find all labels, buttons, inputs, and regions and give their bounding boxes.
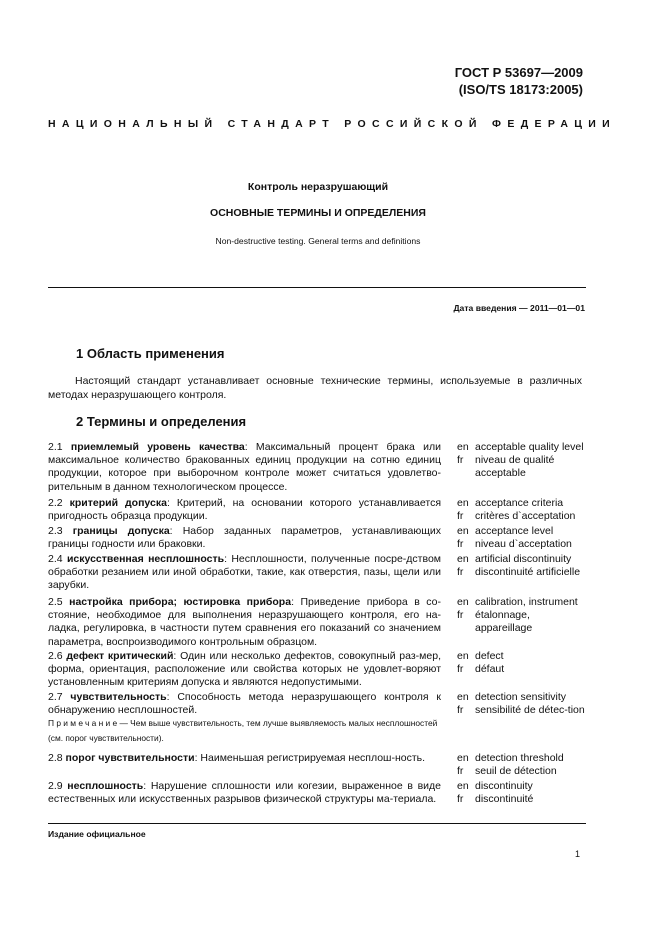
document-title-english: Non-destructive testing. General terms and definitions <box>215 236 421 246</box>
document-title: ОСНОВНЫЕ ТЕРМИНЫ И ОПРЕДЕЛЕНИЯ <box>210 207 426 219</box>
translation-block: en detection threshold fr seuil de détection <box>457 752 587 778</box>
french-equivalent: seuil de détection <box>475 765 557 778</box>
standard-number: ГОСТ Р 53697—2009 <box>454 65 583 80</box>
note <box>48 716 441 746</box>
translation-block: en discontinuity fr discontinuité <box>457 780 587 806</box>
french-equivalent: niveau d`acceptation <box>475 538 572 551</box>
section-1-text: Настоящий стандарт устанавливает основные технические термины, используемые в различных методах неразрушающего контроля. <box>48 375 582 401</box>
title-divider <box>48 287 586 288</box>
french-equivalent: défaut <box>475 663 505 676</box>
translation-block: en artificial discontinuity fr discontinuité artificielle <box>457 553 587 579</box>
french-equivalent: étalonnage, appareillage <box>475 609 533 635</box>
english-equivalent: detection sensitivity <box>475 691 567 703</box>
term-entry: 2.2 критерий допуска: Критерий, на основании которого устанавливается пригодность образца продукции. <box>48 497 442 523</box>
term-name: критерий допуска <box>69 497 167 509</box>
term-entry: 2.5 настройка прибора; юстировка прибора: Приведение прибора в со-стояние, необходимое для выполнения неразрушающего контроля, его на-ладка, регулировка, в частности путем сравнения его показаний со значением параметра, воспроизводимого контрольным образцом. <box>48 596 441 648</box>
term-name: чувствительность <box>70 691 167 703</box>
english-equivalent: acceptable quality level <box>475 441 584 453</box>
translation-block: en acceptance criteria fr critères d`acceptation <box>457 497 587 523</box>
national-standard-banner: НАЦИОНАЛЬНЫЙ СТАНДАРТ РОССИЙСКОЙ ФЕДЕРАЦИИ <box>48 118 617 130</box>
translation-block: en calibration, instrument fr étalonnage, appareillage <box>457 596 587 636</box>
section-1-heading: 1 Область применения <box>76 346 225 361</box>
term-entry: 2.9 несплошность: Нарушение сплошности или когезии, выраженное в виде естественных или искусственных разрывов физической структуры ма-териала. <box>48 780 442 806</box>
english-equivalent: acceptance level <box>475 525 554 537</box>
term-entry: 2.7 чувствительность: Способность метода неразрушающего контроля к обнаружению несплошностей. <box>48 691 441 717</box>
term-entry: 2.8 порог чувствительности: Наименьшая регистрируемая несплош-ность. <box>48 752 426 764</box>
note-text: — Чем выше чувствительность, тем лучше выявляемость малых несплошностей (см. порог чувствительности). <box>48 718 438 743</box>
introduction-date: Дата введения — 2011—01—01 <box>453 303 585 313</box>
french-equivalent: discontinuité artificielle <box>475 566 581 579</box>
standard-designation <box>455 64 583 98</box>
english-equivalent: defect <box>475 650 504 662</box>
translation-block: en acceptable quality level fr niveau de qualité acceptable <box>457 441 587 481</box>
translation-block: en acceptance level fr niveau d`acceptation <box>457 525 587 551</box>
term-entry: 2.1 приемлемый уровень качества: Максимальный процент брака или максимальное количество бракованных единиц продукции на сотню единиц продукции, которое при выборочном контроле может считаться удовлетво-рительным в данном технологическом процессе. <box>48 441 442 493</box>
iso-reference: (ISO/TS 18173:2005) <box>458 82 583 97</box>
term-name: границы допуска <box>72 525 170 537</box>
term-entry: 2.3 границы допуска: Набор заданных параметров, устанавливающих границы годности или браковки. <box>48 525 441 551</box>
term-name: приемлемый уровень качества <box>70 441 245 453</box>
term-name: настройка прибора; юстировка прибора <box>69 596 292 608</box>
english-equivalent: detection threshold <box>475 752 564 764</box>
term-name: искусственная несплошность <box>66 553 225 565</box>
french-equivalent: niveau de qualité acceptable <box>475 454 555 480</box>
translation-block: en detection sensitivity fr sensibilité de détec-tion <box>457 691 587 717</box>
english-equivalent: artificial discontinuity <box>475 553 572 565</box>
french-equivalent: sensibilité de détec-tion <box>475 704 585 717</box>
document-subtitle: Контроль неразрушающий <box>247 181 389 193</box>
english-equivalent: acceptance criteria <box>475 497 564 509</box>
french-equivalent: discontinuité <box>475 793 534 806</box>
official-edition-label: Издание официальное <box>48 829 146 839</box>
term-entry: 2.4 искусственная несплошность: Несплошности, полученные посре-дством обработки резанием или иной обработки, такие, как отверстия, пазы, щели или зарубки. <box>48 553 442 592</box>
section-2-heading: 2 Термины и определения <box>76 414 247 429</box>
note-label: Примечание <box>48 718 120 728</box>
english-equivalent: discontinuity <box>475 780 533 792</box>
french-equivalent: critères d`acceptation <box>475 510 576 523</box>
footer-divider <box>48 823 586 824</box>
page-number: 1 <box>575 849 581 859</box>
translation-block: en defect fr défaut <box>457 650 587 676</box>
term-name: несплошность <box>67 780 144 792</box>
term-name: дефект критический <box>66 650 174 662</box>
term-name: порог чувствительности <box>65 752 195 764</box>
term-entry: 2.6 дефект критический: Один или несколько дефектов, совокупный раз-мер, форма, ориентация, расположение или свойства которых не удовлет-воряют установленным критериям допуска и являются недопустимыми. <box>48 650 441 689</box>
english-equivalent: calibration, instrument <box>475 596 578 608</box>
